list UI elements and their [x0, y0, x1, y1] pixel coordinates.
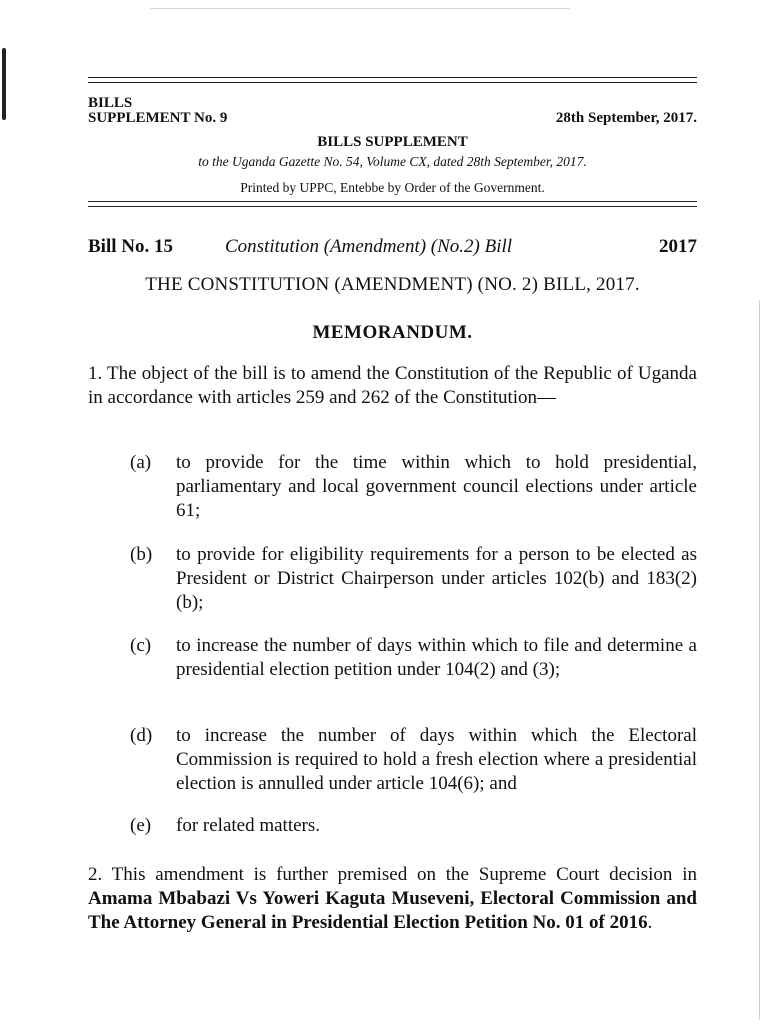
list-item-label: (c) [130, 635, 152, 656]
header-heading: BILLS SUPPLEMENT [317, 134, 468, 150]
paragraph-2 [88, 863, 697, 935]
printed-line: Printed by UPPC, Entebbe by Order of the Government. [240, 180, 545, 195]
bill-number: Bill No. 15 [88, 236, 173, 257]
paragraph-2-suffix: . [647, 912, 653, 933]
list-item-d [130, 724, 697, 796]
list-item-c [130, 634, 697, 682]
list-item-text: to provide for eligibility requirements for a person to be elected as President or District Chairperson under articles 102(b) and 183(2)(b); [176, 544, 697, 613]
header-supplement-no: SUPPLEMENT No. 9 [88, 110, 228, 126]
scan-edge-right [759, 300, 760, 1020]
scan-edge-mark [2, 48, 6, 120]
header-rule-top [88, 77, 697, 83]
bill-short-title: Constitution (Amendment) (No.2) Bill [225, 236, 513, 257]
list-item-label: (b) [130, 544, 153, 565]
paragraph-2-prefix: 2. This amendment is further premised on the Supreme Court decision in [88, 864, 697, 885]
list-item-text: to increase the number of days within which the Electoral Commission is required to hold a fresh election where a presidential election is annulled under article 104(6); and [176, 725, 697, 794]
header-rule-bottom [88, 201, 697, 207]
paragraph-1: 1. The object of the bill is to amend the Constitution of the Republic of Uganda in accordance with articles 259 and 262 of the Constitution— [88, 363, 697, 408]
bill-row [88, 236, 697, 258]
list-item-label: (d) [130, 725, 153, 746]
list-item-text: for related matters. [176, 815, 321, 836]
bill-year: 2017 [659, 236, 697, 257]
main-title: THE CONSTITUTION (AMENDMENT) (NO. 2) BILL, 2017. [145, 274, 640, 295]
scan-edge-top [150, 8, 570, 9]
gazette-line: to the Uganda Gazette No. 54, Volume CX, dated 28th September, 2017. [198, 154, 587, 169]
list-item-text: to increase the number of days within which to file and determine a presidential election petition under 104(2) and (3); [176, 635, 697, 680]
header-date: 28th September, 2017. [555, 110, 697, 126]
list-item-label: (e) [130, 815, 152, 836]
header-bills: BILLS [88, 95, 133, 111]
list-item-label: (a) [130, 452, 152, 473]
list-item-text: to provide for the time within which to hold presidential, parliamentary and local government council elections under article 61; [176, 452, 697, 521]
list-item-b [130, 543, 697, 615]
list-item-a [130, 451, 697, 523]
case-citation: Amama Mbabazi Vs Yoweri Kaguta Museveni, Electoral Commission and The Attorney General in Presidential Election Petition No. 01 of 2016 [88, 888, 697, 933]
list-item-e [130, 814, 697, 838]
memorandum-heading: MEMORANDUM. [312, 322, 473, 343]
